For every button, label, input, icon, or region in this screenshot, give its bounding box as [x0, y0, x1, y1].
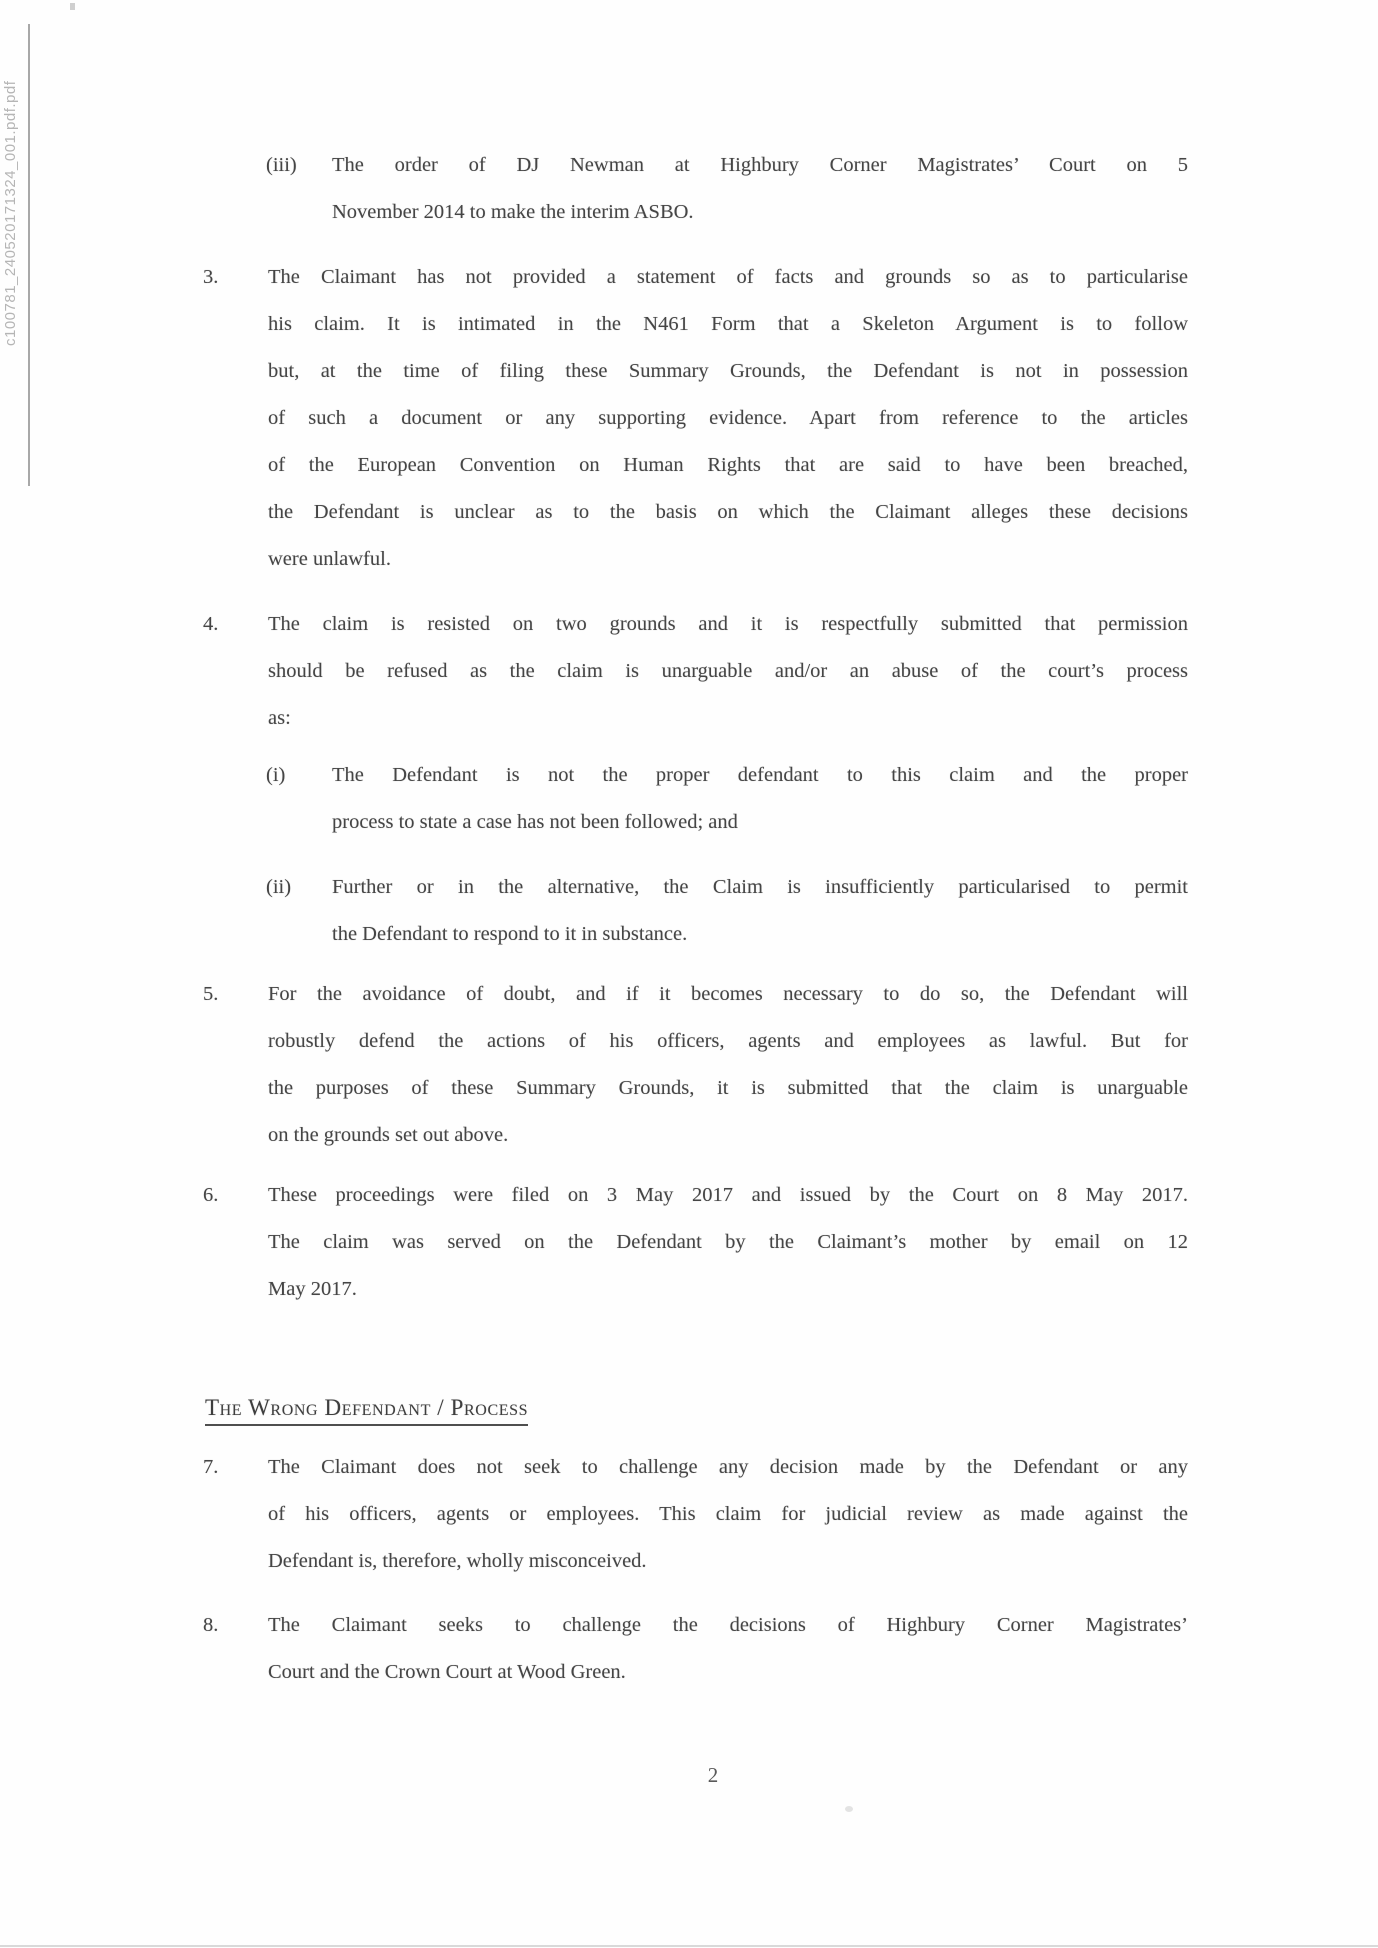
paragraph-7 — [203, 1444, 1188, 1585]
text-line: of such a document or any supporting evidence. Apart from reference to the articles — [268, 407, 1188, 429]
text-line: Further or in the alternative, the Claim is insufficiently particularised to permit — [332, 876, 1188, 898]
paragraph-6 — [203, 1172, 1188, 1313]
text-line: but, at the time of filing these Summary Grounds, the Defendant is not in possession — [268, 360, 1188, 382]
scan-edge-line — [28, 24, 30, 486]
text-line: The Claimant does not seek to challenge any decision made by the Defendant or any — [268, 1456, 1188, 1478]
text-line: Court and the Crown Court at Wood Green. — [268, 1661, 626, 1683]
text-line: The claim is resisted on two grounds and it is respectfully submitted that permission — [268, 613, 1188, 635]
sub-item-iii — [266, 142, 1188, 236]
paragraph-number-3: 3. — [203, 266, 219, 288]
text-line: his claim. It is intimated in the N461 Form that a Skeleton Argument is to follow — [268, 313, 1188, 335]
text-line: The order of DJ Newman at Highbury Corner Magistrates’ Court on 5 — [332, 154, 1188, 176]
page-number: 2 — [707, 1763, 719, 1787]
paragraph-3 — [203, 254, 1188, 583]
paragraph-number-7: 7. — [203, 1456, 219, 1478]
section-heading: The Wrong Defendant / Process — [205, 1393, 528, 1426]
paragraph-4 — [203, 601, 1188, 742]
text-line: The Defendant is not the proper defendant to this claim and the proper — [332, 764, 1188, 786]
sub-item-i — [266, 752, 1188, 846]
list-marker-iii: (iii) — [266, 154, 297, 176]
text-line: May 2017. — [268, 1278, 357, 1300]
paragraph-number-5: 5. — [203, 983, 219, 1005]
text-line: process to state a case has not been followed; and — [332, 811, 738, 833]
paragraph-8 — [203, 1602, 1188, 1696]
text-line: The Claimant seeks to challenge the decisions of Highbury Corner Magistrates’ — [268, 1614, 1188, 1636]
sub-item-ii — [266, 864, 1188, 958]
text-line: These proceedings were filed on 3 May 2017 and issued by the Court on 8 May 2017. — [268, 1184, 1188, 1206]
text-line: on the grounds set out above. — [268, 1124, 509, 1146]
scan-bottom-edge — [0, 1945, 1378, 1947]
paragraph-number-6: 6. — [203, 1184, 219, 1206]
text-line: For the avoidance of doubt, and if it becomes necessary to do so, the Defendant will — [268, 983, 1188, 1005]
text-line: The Claimant has not provided a statement of facts and grounds so as to particularise — [268, 266, 1188, 288]
text-line: should be refused as the claim is unarguable and/or an abuse of the court’s process — [268, 660, 1188, 682]
list-marker-i: (i) — [266, 764, 286, 786]
text-line: were unlawful. — [268, 548, 391, 570]
text-line: Defendant is, therefore, wholly misconceived. — [268, 1550, 647, 1572]
scan-artifact-bottom — [845, 1806, 853, 1812]
text-line: of his officers, agents or employees. This claim for judicial review as made against the — [268, 1503, 1188, 1525]
text-line: the purposes of these Summary Grounds, it is submitted that the claim is unarguable — [268, 1077, 1188, 1099]
scan-artifact-top — [70, 3, 75, 10]
paragraph-number-8: 8. — [203, 1614, 219, 1636]
filename-vertical-label: c100781_240520171324_001.pdf.pdf — [2, 80, 19, 346]
list-marker-ii: (ii) — [266, 876, 292, 898]
text-line: the Defendant to respond to it in substance. — [332, 923, 688, 945]
text-line: of the European Convention on Human Rights that are said to have been breached, — [268, 454, 1188, 476]
text-line: November 2014 to make the interim ASBO. — [332, 201, 694, 223]
paragraph-5 — [203, 971, 1188, 1159]
text-line: robustly defend the actions of his officers, agents and employees as lawful. But for — [268, 1030, 1188, 1052]
text-line: as: — [268, 707, 291, 729]
text-line: the Defendant is unclear as to the basis on which the Claimant alleges these decisions — [268, 501, 1188, 523]
text-line: The claim was served on the Defendant by the Claimant’s mother by email on 12 — [268, 1231, 1188, 1253]
paragraph-number-4: 4. — [203, 613, 219, 635]
